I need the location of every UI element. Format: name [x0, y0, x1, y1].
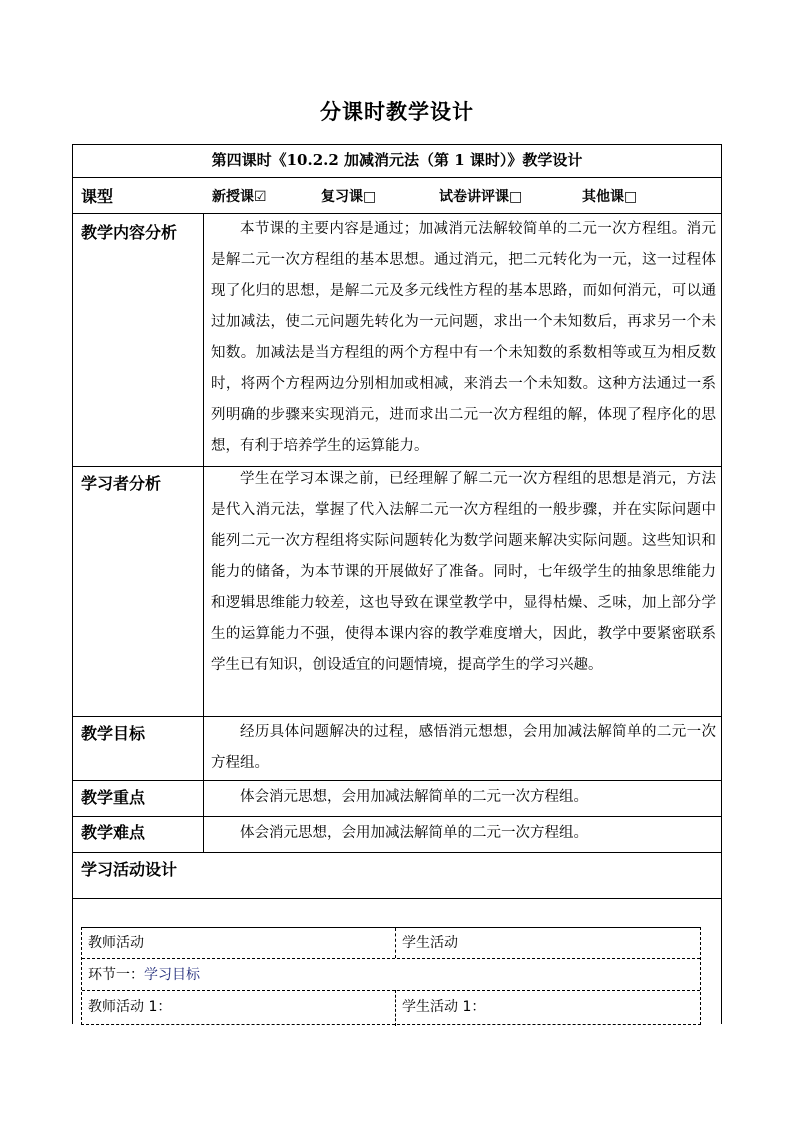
activity-row-divider	[82, 990, 700, 991]
difficulties-text: 体会消元思想，会用加减法解简单的二元一次方程组。	[240, 825, 588, 841]
teacher-activity-1: 教师活动 1：	[88, 999, 172, 1015]
key-points-text: 体会消元思想，会用加减法解简单的二元一次方程组。	[240, 789, 588, 805]
content-analysis-text: 本节课的主要内容是通过；加减消元法解较简单的二元一次方程组。消元是解二元一次方程组的基本思想。通过消元，把二元转化为一元，这一过程体现了化归的思想，是解二元及多元线性方程的基本思路，而如何消元，可以通过加减法，使二元问题先转化为一元问题，求出一个未知数后，再求另一个未知数。加减法是当方程组的两个方程中有一个未知数的系数相等或互为相反数时，将两个方程两边分别相加或相减，来消去一个未知数。这种方法通过一系列明确的步骤来实现消元，进而求出二元一次方程组的解，体现了程序化的思想，有利于培养学生的运算能力。	[211, 221, 716, 454]
difficulties-row	[73, 817, 721, 853]
segment-prefix: 环节一：	[88, 967, 144, 983]
activity-row-divider	[82, 958, 700, 959]
lesson-design-table	[72, 144, 722, 1024]
objectives-label: 教学目标	[81, 724, 146, 743]
learner-analysis-row	[73, 467, 721, 717]
lesson-title-row	[73, 145, 721, 178]
type-option-review: 复习课□	[321, 189, 377, 205]
type-option-other: 其他课□	[582, 189, 638, 205]
lesson-type-row	[73, 178, 721, 214]
objectives-text: 经历具体问题解决的过程，感悟消元想想，会用加减法解简单的二元一次方程组。	[211, 724, 716, 771]
activity-table	[81, 927, 701, 1025]
type-option-exam-review: 试卷讲评课□	[439, 189, 523, 205]
student-activity-1: 学生活动 1：	[402, 999, 486, 1015]
page-title: 分课时教学设计	[320, 100, 474, 124]
lesson-type-label: 课型	[81, 187, 114, 206]
activity-design-label: 学习活动设计	[81, 860, 178, 879]
activity-header-divider	[395, 928, 396, 958]
learner-analysis-label: 学习者分析	[81, 474, 162, 493]
teacher-activity-header: 教师活动	[88, 935, 144, 951]
content-analysis-row	[73, 214, 721, 467]
activity-row-divider-vertical	[395, 990, 396, 1026]
label-column-divider	[203, 214, 204, 853]
difficulties-label: 教学难点	[81, 823, 146, 842]
segment-one	[88, 964, 200, 984]
key-points-row	[73, 781, 721, 817]
key-points-label: 教学重点	[81, 788, 146, 807]
activity-design-row	[73, 853, 721, 899]
lesson-title: 第四课时《10.2.2 加减消元法（第 1 课时）》教学设计	[211, 151, 583, 169]
content-analysis-label: 教学内容分析	[81, 223, 178, 242]
segment-name: 学习目标	[144, 967, 200, 983]
student-activity-header: 学生活动	[402, 935, 458, 951]
objectives-row	[73, 717, 721, 781]
learner-analysis-text: 学生在学习本课之前，已经理解了解二元一次方程组的思想是消元，方法是代入消元法，掌握了代入法解二元一次方程组的一般步骤，并在实际问题中能列二元一次方程组将实际问题转化为数学问题来解决实际问题。这些知识和能力的储备，为本节课的开展做好了准备。同时，七年级学生的抽象思维能力和逻辑思维能力较差，这也导致在课堂教学中，显得枯燥、乏味，加上部分学生的运算能力不强，使得本课内容的教学难度增大，因此，教学中要紧密联系学生已有知识，创设适宜的问题情境，提高学生的学习兴趣。	[211, 471, 716, 673]
type-option-new: 新授课☑	[212, 189, 267, 205]
